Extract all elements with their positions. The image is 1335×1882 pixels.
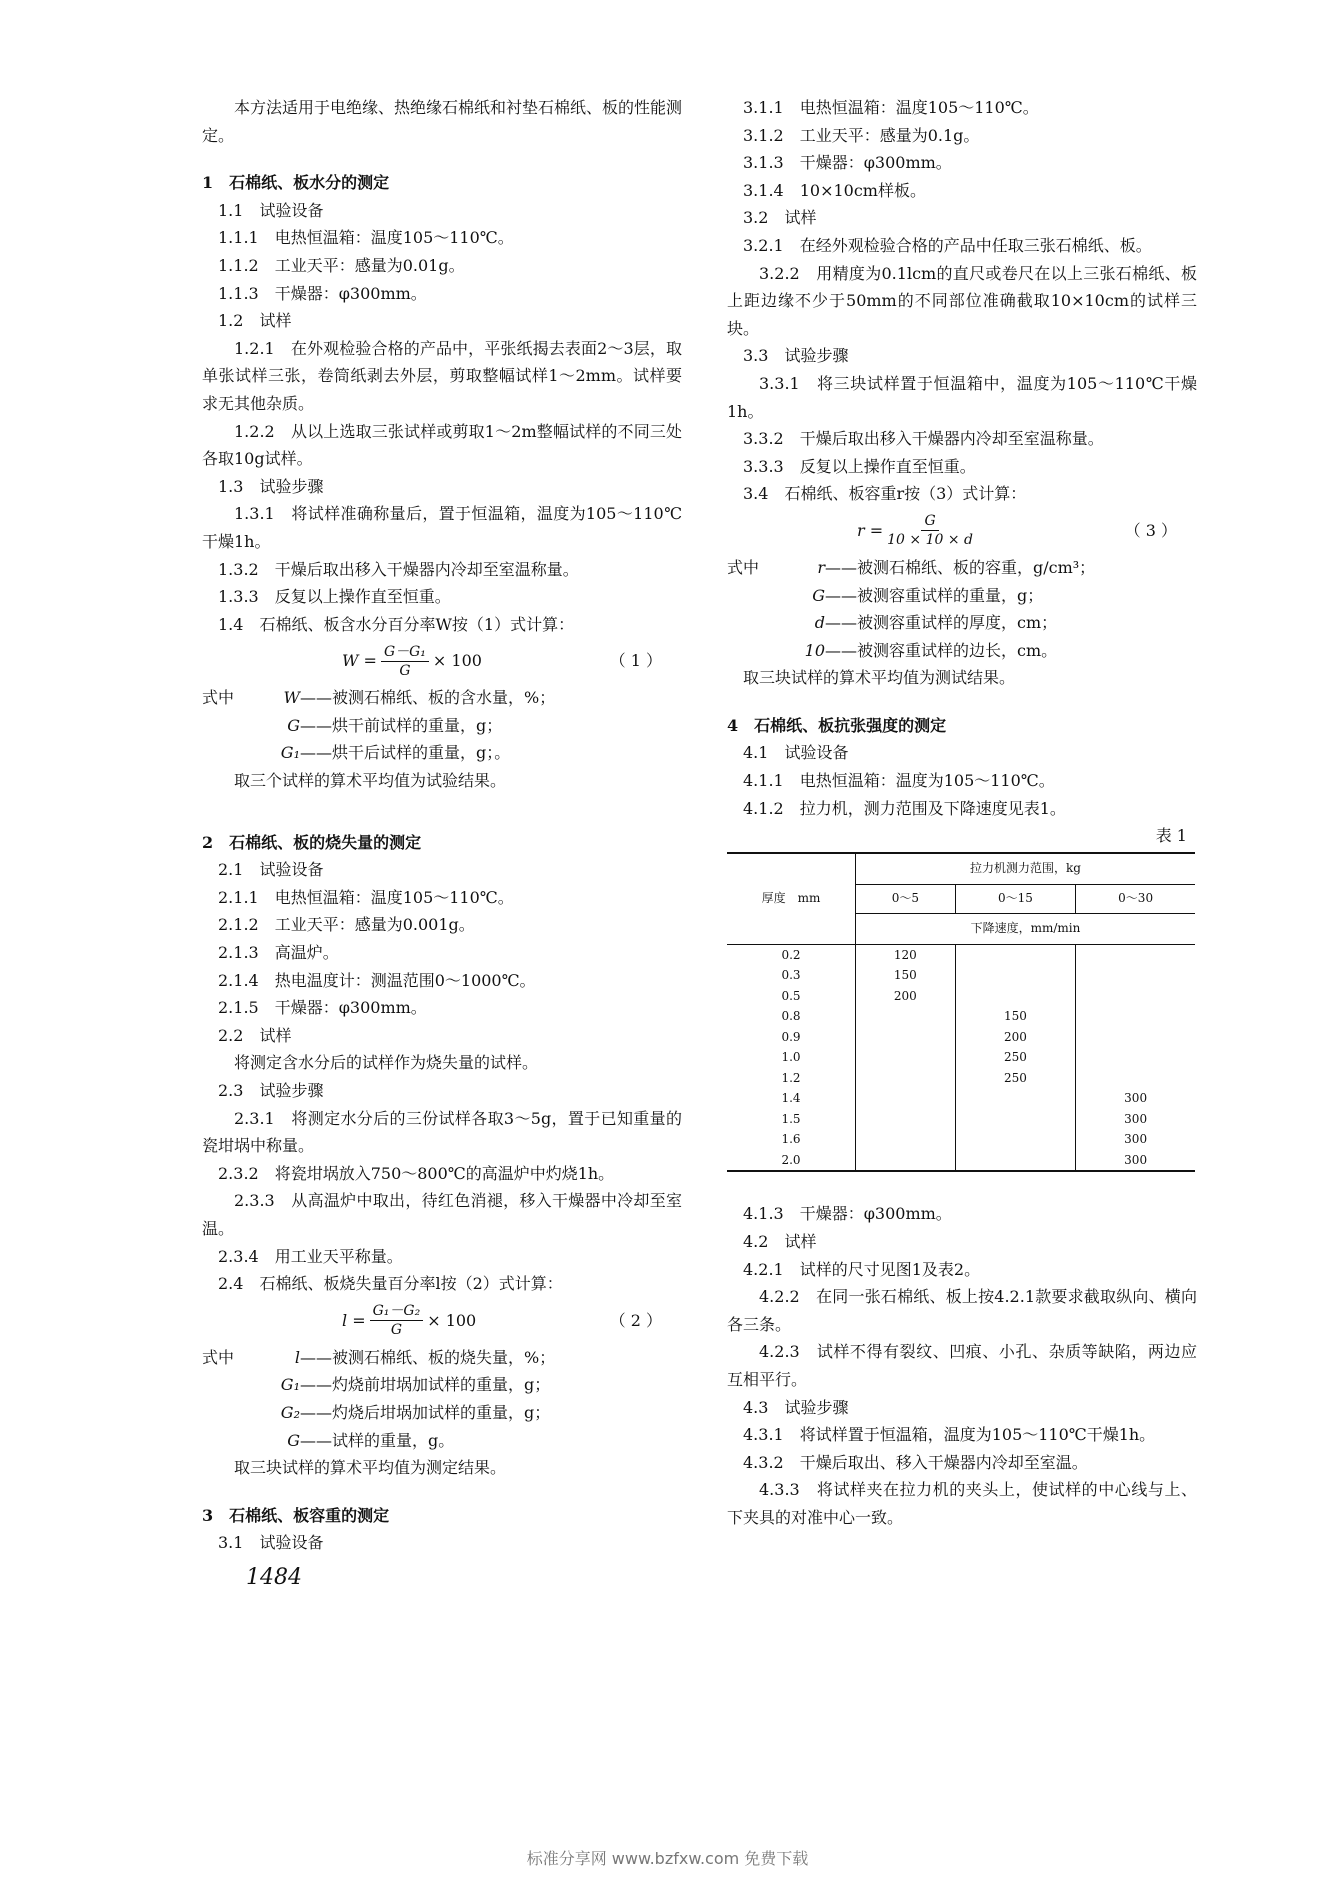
formula-2-number: （ 2 ） bbox=[609, 1310, 662, 1330]
formula-2-lhs: l = bbox=[342, 1310, 366, 1330]
item-2-1-3: 2.1.3 高温炉。 bbox=[218, 943, 339, 963]
where-block-2 bbox=[202, 1344, 682, 1454]
definition-row: 10 ——被测容重试样的边长，cm。 bbox=[804, 640, 1058, 660]
formula-3-number: （ 3 ） bbox=[1124, 521, 1177, 541]
text-2-2: 将测定含水分后的试样作为烧失量的试样。 bbox=[234, 1053, 539, 1073]
table-row: 0.8 150 bbox=[727, 1006, 1195, 1027]
item-1-3-2: 1.3.2 干燥后取出移入干燥器内冷却至室温称量。 bbox=[218, 559, 579, 579]
where-label-1: 式中 bbox=[202, 688, 235, 708]
formula-1-fraction bbox=[381, 643, 429, 680]
where-label-2: 式中 bbox=[202, 1347, 235, 1367]
table-row: 1.5 300 bbox=[727, 1109, 1195, 1130]
heading-1-3: 1.3 试验步骤 bbox=[218, 476, 324, 496]
heading-1-1: 1.1 试验设备 bbox=[218, 200, 324, 220]
item-2-3-3: 2.3.3 从高温炉中取出，待红色消褪，移入干燥器中冷却至室温。 bbox=[202, 1191, 682, 1238]
item-2-1-2: 2.1.2 工业天平：感量为0.001g。 bbox=[218, 915, 475, 935]
item-4-3-2: 4.3.2 干燥后取出、移入干燥器内冷却至室温。 bbox=[743, 1452, 1088, 1472]
formula-1-numerator: G－G₁ bbox=[381, 643, 429, 662]
item-1-1-1: 1.1.1 电热恒温箱：温度105～110℃。 bbox=[218, 228, 514, 248]
table-1 bbox=[727, 852, 1195, 1173]
formula-3-fraction bbox=[887, 512, 973, 549]
item-4-2-2: 4.2.2 在同一张石棉纸、板上按4.2.1款要求截取纵向、横向各三条。 bbox=[727, 1287, 1197, 1334]
table-row: 1.0 250 bbox=[727, 1047, 1195, 1068]
intro-paragraph: 本方法适用于电绝缘、热绝缘石棉纸和衬垫石棉纸、板的性能测定。 bbox=[202, 98, 683, 145]
table-row: 1.4 300 bbox=[727, 1088, 1195, 1109]
item-2-3-1: 2.3.1 将测定水分后的三份试样各取3～5g，置于已知重量的瓷坩埚中称量。 bbox=[202, 1108, 682, 1156]
heading-4-3: 4.3 试验步骤 bbox=[743, 1397, 849, 1417]
heading-2-1: 2.1 试验设备 bbox=[218, 860, 324, 880]
heading-4-1: 4.1 试验设备 bbox=[743, 743, 849, 763]
definition-row: G₁ ——灼烧前坩埚加试样的重量，g； bbox=[280, 1375, 551, 1395]
watermark-footer: 标准分享网 www.bzfxw.com 免费下载 bbox=[526, 1849, 809, 1868]
left-column bbox=[202, 94, 682, 1557]
where-block-3 bbox=[727, 554, 1197, 664]
table-header-speed: 下降速度，mm/min bbox=[856, 913, 1196, 944]
item-2-1-1: 2.1.1 电热恒温箱：温度105～110℃。 bbox=[218, 887, 514, 907]
definition-row: G₁ ——烘干后试样的重量，g；。 bbox=[280, 743, 511, 763]
item-1-2-2: 1.2.2 从以上选取三张试样或剪取1～2m整幅试样的不同三处各取10g试样。 bbox=[202, 421, 682, 469]
definition-row: G ——烘干前试样的重量，g； bbox=[287, 715, 503, 735]
formula-1 bbox=[202, 638, 682, 684]
item-1-1-3: 1.1.3 干燥器：φ300mm。 bbox=[218, 283, 427, 303]
definition-row: r ——被测石棉纸、板的容重，g/cm³； bbox=[817, 557, 1096, 577]
item-1-1-2: 1.1.2 工业天平：感量为0.01g。 bbox=[218, 255, 465, 275]
formula-1-number: （ 1 ） bbox=[609, 651, 662, 671]
formula-3-lhs: r = bbox=[857, 521, 884, 541]
table-header-range: 0～15 bbox=[955, 884, 1076, 913]
item-3-1-3: 3.1.3 干燥器：φ300mm。 bbox=[743, 153, 952, 173]
definition-row: W ——被测石棉纸、板的含水量，%； bbox=[283, 688, 556, 708]
item-3-3-3: 3.3.3 反复以上操作直至恒重。 bbox=[743, 456, 976, 476]
table-header-range: 0～30 bbox=[1076, 884, 1195, 913]
section-2-title: 2 石棉纸、板的烧失量的测定 bbox=[202, 832, 422, 852]
item-3-1-2: 3.1.2 工业天平：感量为0.1g。 bbox=[743, 125, 980, 145]
item-2-3-4: 2.3.4 用工业天平称量。 bbox=[218, 1246, 403, 1266]
item-1-2-1: 1.2.1 在外观检验合格的产品中，平张纸揭去表面2～3层，取单张试样三张，卷筒纸剥去外层，剪取整幅试样1～2mm。试样要求无其他杂质。 bbox=[202, 338, 682, 413]
table-row: 0.3 150 bbox=[727, 965, 1195, 986]
table-row: 2.0 300 bbox=[727, 1150, 1195, 1172]
formula-2-numerator: G₁－G₂ bbox=[370, 1302, 424, 1321]
item-4-1-3: 4.1.3 干燥器：φ300mm。 bbox=[743, 1204, 952, 1224]
where-block-1 bbox=[202, 684, 682, 767]
table-row: 0.9 200 bbox=[727, 1027, 1195, 1048]
formula-1-denominator: G bbox=[399, 662, 411, 679]
item-1-3-1: 1.3.1 将试样准确称量后，置于恒温箱，温度为105～110℃干燥1h。 bbox=[202, 504, 682, 551]
table-1-title: 表 1 bbox=[1155, 826, 1187, 846]
section-1-title: 1 石棉纸、板水分的测定 bbox=[202, 173, 390, 193]
heading-1-2: 1.2 试样 bbox=[218, 311, 292, 331]
item-4-2-3: 4.2.3 试样不得有裂纹、凹痕、小孔、杂质等缺陷，两边应互相平行。 bbox=[727, 1342, 1197, 1389]
heading-3-2: 3.2 试样 bbox=[743, 208, 817, 228]
definition-row: G ——被测容重试样的重量，g； bbox=[812, 585, 1044, 605]
heading-3-3: 3.3 试验步骤 bbox=[743, 346, 849, 366]
result-2: 取三块试样的算术平均值为测定结果。 bbox=[234, 1458, 507, 1478]
item-4-3-3: 4.3.3 将试样夹在拉力机的夹头上，使试样的中心线与上、下夹具的对准中心一致。 bbox=[727, 1480, 1197, 1527]
heading-4-2: 4.2 试样 bbox=[743, 1231, 817, 1251]
table-row: 0.2 120 bbox=[727, 944, 1195, 965]
formula-2-rhs: × 100 bbox=[427, 1310, 477, 1330]
item-2-1-5: 2.1.5 干燥器：φ300mm。 bbox=[218, 998, 427, 1018]
table-header-thickness: 厚度 mm bbox=[727, 853, 856, 945]
formula-1-lhs: W = bbox=[342, 651, 377, 671]
definition-row: l ——被测石棉纸、板的烧失量，%； bbox=[294, 1347, 556, 1367]
item-2-3-2: 2.3.2 将瓷坩埚放入750～800℃的高温炉中灼烧1h。 bbox=[218, 1163, 615, 1183]
heading-3-1: 3.1 试验设备 bbox=[218, 1533, 324, 1553]
item-1-4: 1.4 石棉纸、板含水分百分率W按（1）式计算： bbox=[218, 614, 575, 634]
item-3-4: 3.4 石棉纸、板容重r按（3）式计算： bbox=[743, 484, 1027, 504]
item-4-1-1: 4.1.1 电热恒温箱：温度为105～110℃。 bbox=[743, 771, 1055, 791]
page-number: 1484 bbox=[246, 1565, 302, 1590]
result-1: 取三个试样的算术平均值为试验结果。 bbox=[234, 771, 507, 791]
heading-2-2: 2.2 试样 bbox=[218, 1025, 292, 1045]
formula-3 bbox=[727, 508, 1197, 554]
item-3-2-1: 3.2.1 在经外观检验合格的产品中任取三张石棉纸、板。 bbox=[743, 235, 1152, 255]
definition-row: d ——被测容重试样的厚度，cm； bbox=[814, 613, 1058, 633]
item-2-4: 2.4 石棉纸、板烧失量百分率l按（2）式计算： bbox=[218, 1274, 563, 1294]
heading-2-3: 2.3 试验步骤 bbox=[218, 1081, 324, 1100]
formula-2 bbox=[202, 1298, 682, 1344]
section-4-title: 4 石棉纸、板抗张强度的测定 bbox=[727, 715, 947, 735]
where-label-3: 式中 bbox=[727, 557, 760, 577]
table-row: 1.2 250 bbox=[727, 1068, 1195, 1089]
item-4-3-1: 4.3.1 将试样置于恒温箱，温度为105～110℃干燥1h。 bbox=[743, 1425, 1156, 1445]
definition-row: G ——试样的重量，g。 bbox=[287, 1430, 455, 1450]
table-header-range: 0～5 bbox=[856, 884, 956, 913]
item-3-1-4: 3.1.4 10×10cm样板。 bbox=[743, 180, 926, 200]
item-3-1-1: 3.1.1 电热恒温箱：温度105～110℃。 bbox=[743, 98, 1039, 117]
item-3-2-2: 3.2.2 用精度为0.1lcm的直尺或卷尺在以上三张石棉纸、板上距边缘不少于50mm的不同部位准确截取10×10cm的试样三块。 bbox=[727, 263, 1197, 338]
item-2-1-4: 2.1.4 热电温度计：测温范围0～1000℃。 bbox=[218, 970, 536, 990]
table-row: 0.5 200 bbox=[727, 986, 1195, 1007]
item-4-2-1: 4.2.1 试样的尺寸见图1及表2。 bbox=[743, 1259, 981, 1279]
item-3-3-2: 3.3.2 干燥后取出移入干燥器内冷却至室温称量。 bbox=[743, 429, 1104, 449]
table-header-range-group: 拉力机测力范围，kg bbox=[856, 853, 1196, 885]
item-1-3-3: 1.3.3 反复以上操作直至恒重。 bbox=[218, 587, 451, 607]
formula-1-rhs: × 100 bbox=[432, 651, 482, 671]
formula-3-numerator: G bbox=[921, 512, 938, 531]
formula-3-denominator: 10 × 10 × d bbox=[887, 532, 973, 549]
item-3-3-1: 3.3.1 将三块试样置于恒温箱中，温度为105～110℃干燥1h。 bbox=[727, 373, 1197, 421]
definition-row: G₂ ——灼烧后坩埚加试样的重量，g； bbox=[280, 1402, 551, 1422]
section-3-title: 3 石棉纸、板容重的测定 bbox=[202, 1505, 390, 1525]
item-4-1-2: 4.1.2 拉力机，测力范围及下降速度见表1。 bbox=[743, 798, 1066, 818]
formula-2-denominator: G bbox=[390, 1322, 402, 1339]
table-row: 1.6 300 bbox=[727, 1129, 1195, 1150]
formula-2-fraction bbox=[370, 1302, 424, 1339]
result-3: 取三块试样的算术平均值为测试结果。 bbox=[743, 668, 1016, 688]
right-column bbox=[727, 94, 1197, 1531]
